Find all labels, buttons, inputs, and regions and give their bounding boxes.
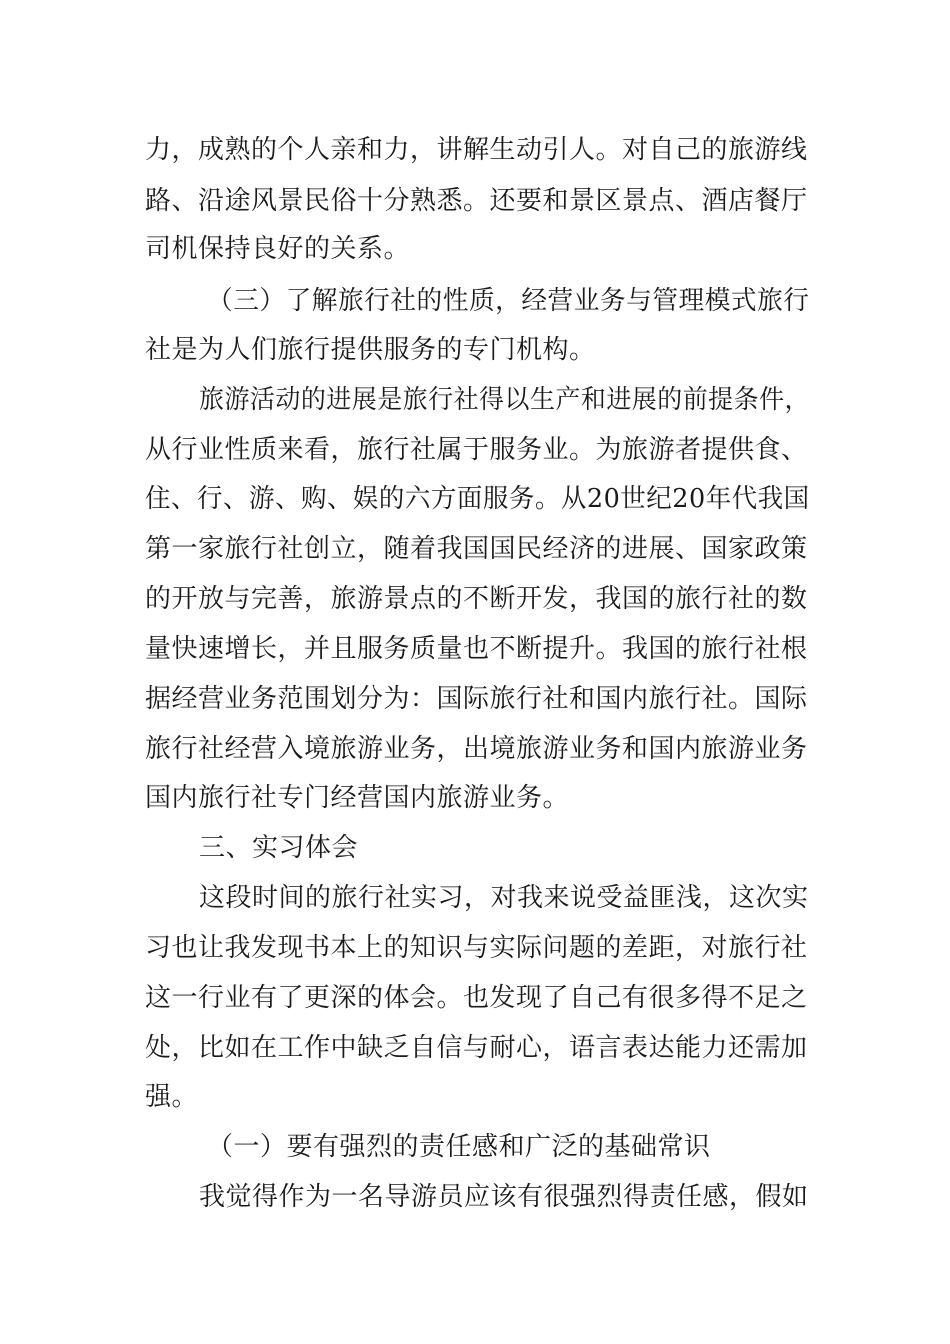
paragraph-line: 我觉得作为一名导游员应该有很强烈得责任感，假如 <box>199 1182 809 1212</box>
paragraph-line: 旅行社经营入境旅游业务，出境旅游业务和国内旅游业务 <box>145 734 808 764</box>
paragraph-line: 从行业性质来看，旅行社属于服务业。为旅游者提供食、 <box>145 435 808 465</box>
paragraph-line: 路、沿途风景民俗十分熟悉。还要和景区景点、酒店餐厅 <box>145 186 808 216</box>
paragraph-line: 的开放与完善，旅游景点的不断开发，我国的旅行社的数 <box>145 584 808 614</box>
section-heading: （一）要有强烈的责任感和广泛的基础常识 <box>207 1132 711 1162</box>
paragraph-line: 据经营业务范围划分为：国际旅行社和国内旅行社。国际 <box>145 684 808 714</box>
section-heading: （三）了解旅行社的性质，经营业务与管理模式旅行 <box>207 286 810 316</box>
paragraph-line: 习也让我发现书本上的知识与实际问题的差距，对旅行社 <box>145 933 808 963</box>
paragraph-line: 第一家旅行社创立，随着我国国民经济的进展、国家政策 <box>145 534 808 564</box>
paragraph-line: 量快速增长，并且服务质量也不断提升。我国的旅行社根 <box>145 634 808 664</box>
paragraph-line: 强。 <box>145 1082 199 1112</box>
paragraph-line: 处，比如在工作中缺乏自信与耐心，语言表达能力还需加 <box>145 1033 808 1063</box>
paragraph-line: 社是为人们旅行提供服务的专门机构。 <box>145 335 596 365</box>
paragraph-line: 力，成熟的个人亲和力，讲解生动引人。对自己的旅游线 <box>145 135 808 165</box>
paragraph-line: 这段时间的旅行社实习，对我来说受益匪浅，这次实 <box>199 883 809 913</box>
paragraph-line: 司机保持良好的关系。 <box>145 234 411 264</box>
paragraph-line: 住、行、游、购、娱的六方面服务。从20世纪20年代我国 <box>145 484 810 514</box>
paragraph-line: 国内旅行社专门经营国内旅游业务。 <box>145 783 570 813</box>
paragraph-line: 这一行业有了更深的体会。也发现了自己有很多得不足之 <box>145 983 808 1013</box>
section-heading: 三、实习体会 <box>199 833 359 863</box>
paragraph-line: 旅游活动的进展是旅行社得以生产和进展的前提条件， <box>199 385 811 415</box>
